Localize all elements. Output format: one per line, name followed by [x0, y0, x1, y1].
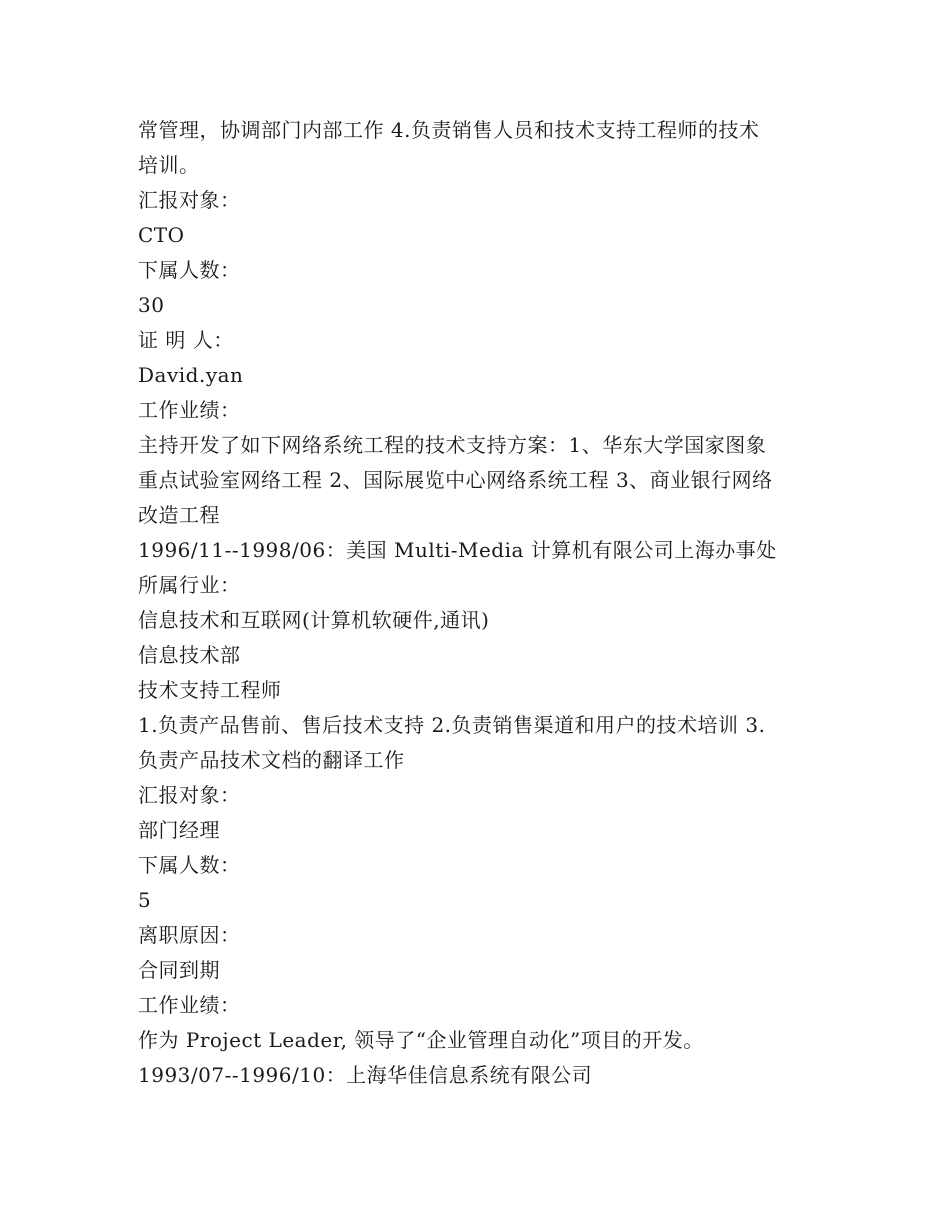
field-value-report-to: 部门经理: [138, 818, 220, 842]
field-label-reference: 证 明 人：: [138, 328, 234, 352]
text-line: 主持开发了如下网络系统工程的技术支持方案：1、华东大学国家图象: [138, 433, 767, 457]
field-value-industry: 信息技术和互联网(计算机软硬件,通讯): [138, 608, 490, 632]
field-label-report-to: 汇报对象：: [138, 783, 241, 807]
text-line: 常管理，协调部门内部工作 4.负责销售人员和技术支持工程师的技术: [138, 118, 760, 142]
field-value-leave-reason: 合同到期: [138, 958, 220, 982]
field-label-subordinates: 下属人数：: [138, 258, 241, 282]
job-period-heading: 1996/11--1998/06：美国 Multi-Media 计算机有限公司上海办事处: [138, 538, 777, 562]
field-label-industry: 所属行业：: [138, 573, 241, 597]
field-label-leave-reason: 离职原因：: [138, 923, 241, 947]
text-line: 改造工程: [138, 503, 220, 527]
job-title: 技术支持工程师: [138, 678, 282, 702]
field-value-reference: David.yan: [138, 363, 244, 387]
field-label-achievements: 工作业绩：: [138, 398, 241, 422]
text-line: 作为 Project Leader, 领导了“企业管理自动化”项目的开发。: [138, 1028, 704, 1052]
job-period-heading: 1993/07--1996/10：上海华佳信息系统有限公司: [138, 1063, 593, 1087]
text-line: 培训。: [138, 153, 200, 177]
text-line: 重点试验室网络工程 2、国际展览中心网络系统工程 3、商业银行网络: [138, 468, 773, 492]
field-label-report-to: 汇报对象：: [138, 188, 241, 212]
field-label-subordinates: 下属人数：: [138, 853, 241, 877]
field-value-subordinates: 5: [138, 888, 152, 912]
field-value-subordinates: 30: [138, 293, 165, 317]
field-value-report-to: CTO: [138, 223, 185, 247]
text-line: 负责产品技术文档的翻译工作: [138, 748, 405, 772]
text-line: 1.负责产品售前、售后技术支持 2.负责销售渠道和用户的技术培训 3.: [138, 713, 766, 737]
document-body: [138, 113, 818, 1093]
department: 信息技术部: [138, 643, 241, 667]
field-label-achievements: 工作业绩：: [138, 993, 241, 1017]
